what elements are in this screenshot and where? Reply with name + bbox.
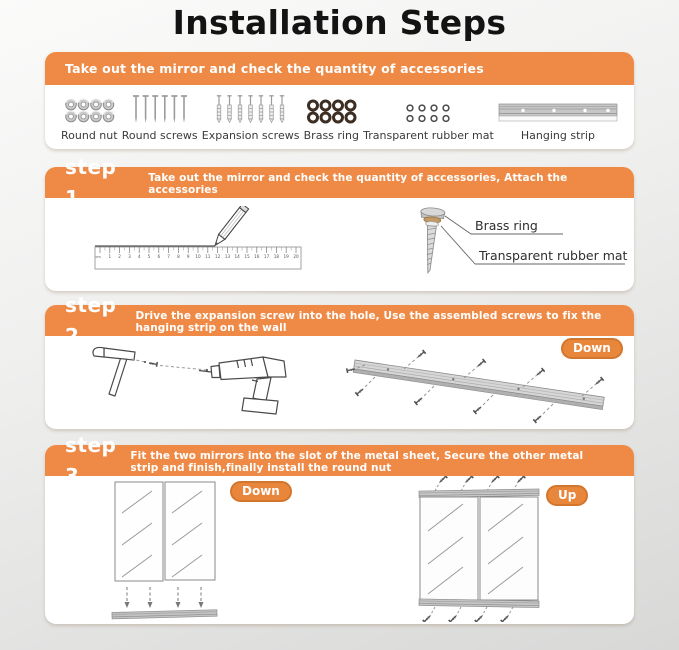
step1-header (45, 154, 634, 210)
accessory-label: Hanging strip (520, 129, 595, 142)
accessory-round-screws (122, 94, 198, 142)
hanging-strip-icon (498, 102, 618, 124)
svg-text:1: 1 (108, 254, 112, 259)
accessory-label: Round screws (121, 129, 198, 142)
top-strip-icon (419, 489, 539, 498)
step3-body (45, 476, 634, 624)
svg-text:19: 19 (283, 254, 289, 259)
svg-text:13: 13 (224, 254, 231, 259)
mirror-panels (115, 482, 215, 581)
assembled-screw-diagram (391, 204, 629, 284)
step1-description: Take out the mirror and check the quantity of accessories, Attach the accessories (148, 171, 568, 196)
step2-description: Drive the expansion screw into the hole, Use the assembled screws to fix the hanging strip on the wall (135, 309, 602, 334)
up-badge: Up (546, 485, 588, 506)
svg-text:9: 9 (186, 254, 190, 259)
hanging-strip-3d-icon (353, 360, 604, 410)
hammer-icon (93, 347, 135, 396)
hammer-drill-diagram (87, 344, 307, 424)
down-arrows (127, 587, 201, 602)
svg-text:16: 16 (254, 254, 260, 259)
svg-text:4: 4 (137, 254, 141, 259)
svg-text:2: 2 (118, 254, 121, 259)
step1-body (45, 198, 634, 291)
pencil-icon (212, 206, 249, 248)
accessory-rubber-mat (363, 103, 494, 142)
accessories-card (45, 52, 634, 149)
step3-label: step 3 (65, 432, 117, 488)
svg-text:6: 6 (157, 254, 161, 259)
step3-description: Fit the two mirrors into the slot of the metal sheet, Secure the other metal strip and finish,finally install the round nut (130, 449, 584, 474)
step2-card (45, 292, 634, 429)
step1-card (45, 154, 634, 291)
small-screw-icon (149, 361, 158, 367)
step2-label: step 2 (65, 292, 117, 348)
svg-text:10: 10 (195, 254, 201, 259)
accessories-header (45, 52, 634, 85)
step3-card (45, 432, 634, 624)
accessories-header-text: Take out the mirror and check the quantity of accessories (65, 61, 484, 76)
accessory-label: Transparent rubber mat (363, 129, 494, 142)
accessory-label: Expansion screws (201, 129, 300, 142)
screw-icon (417, 207, 445, 274)
rubber-mat-callout-label: Transparent rubber mat (479, 248, 628, 263)
svg-text:5: 5 (147, 254, 151, 259)
accessory-hanging-strip (498, 102, 618, 142)
step3-header (45, 432, 634, 488)
brass-ring-callout-label: Brass ring (475, 218, 538, 233)
svg-text:7: 7 (167, 254, 170, 259)
accessories-body (45, 85, 634, 152)
round-nut-icon (64, 97, 115, 124)
svg-text:8: 8 (177, 254, 180, 259)
rubber-mat-icon (402, 103, 454, 124)
svg-text:20: 20 (293, 254, 299, 259)
accessory-label: Brass ring (303, 129, 359, 142)
mirrors-finished-diagram (413, 476, 545, 622)
brass-ring-icon (305, 98, 358, 124)
accessory-round-nut (61, 97, 118, 142)
step1-label: step 1 (65, 154, 117, 210)
accessory-brass-ring (304, 98, 359, 142)
page-title: Installation Steps (172, 3, 507, 42)
accessory-expansion-screws (202, 93, 300, 142)
ruler-pencil-diagram (93, 206, 308, 281)
drill-icon (199, 357, 286, 414)
svg-text:17: 17 (263, 254, 270, 259)
down-badge: Down (230, 481, 292, 502)
svg-text:18: 18 (273, 254, 280, 259)
svg-text:3: 3 (128, 254, 131, 259)
accessory-label: Round nut (61, 129, 118, 142)
expansion-screws-icon (214, 93, 287, 124)
svg-text:cm: cm (95, 255, 101, 259)
bottom-strip-icon (112, 610, 217, 619)
svg-text:11: 11 (205, 254, 211, 259)
mirror-panels (420, 497, 538, 600)
down-arrowheads (125, 602, 204, 608)
round-screws-icon (131, 94, 189, 124)
svg-text:15: 15 (244, 254, 250, 259)
step2-body (45, 336, 634, 429)
svg-text:12: 12 (214, 254, 221, 259)
svg-text:14: 14 (234, 254, 240, 259)
down-badge: Down (561, 338, 623, 359)
